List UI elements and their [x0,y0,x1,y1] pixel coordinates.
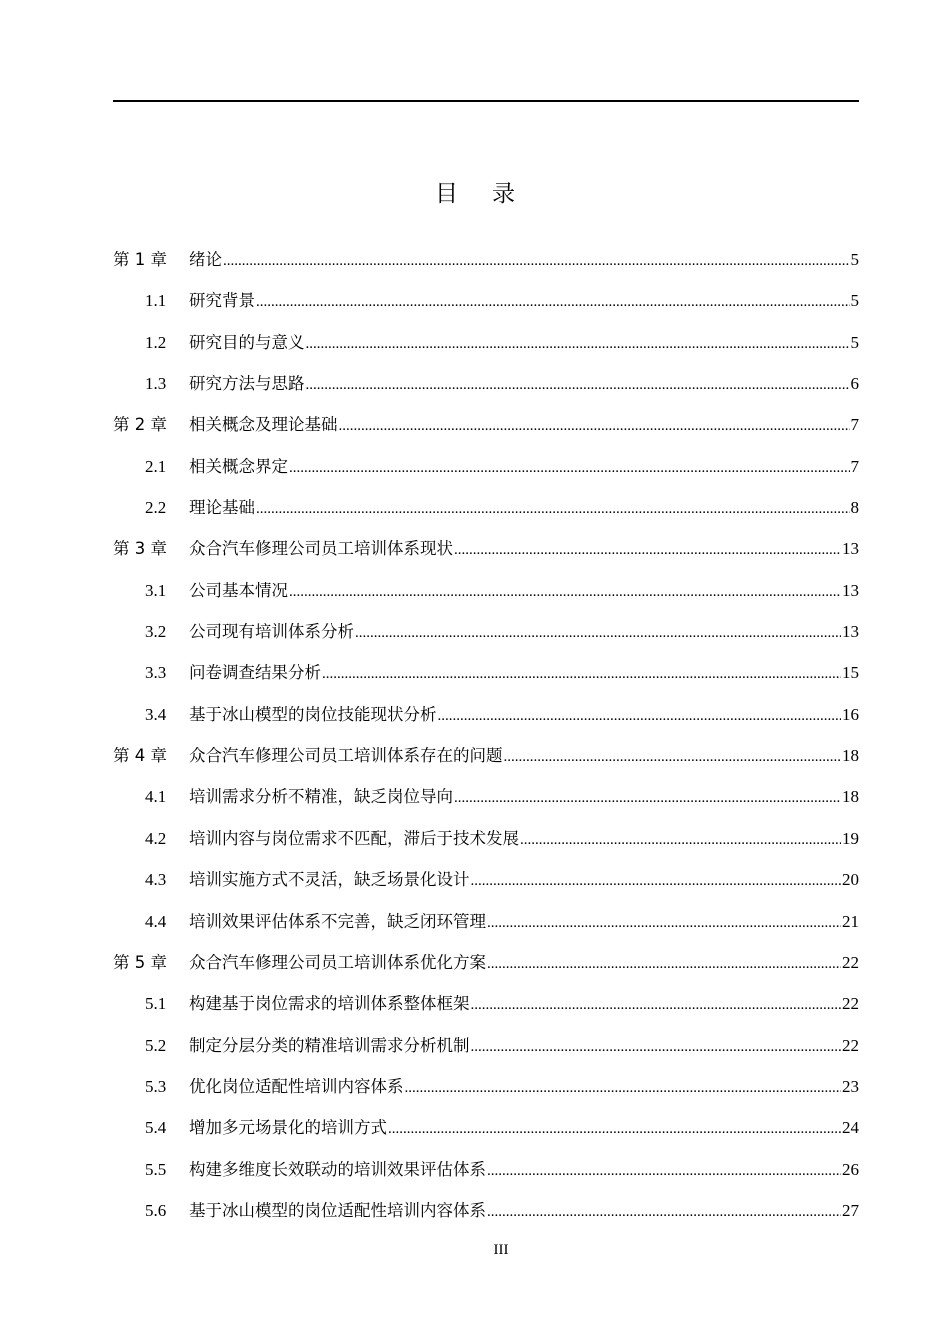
toc-entry-title: 理论基础 [189,498,255,518]
toc-entry-number: 5.5 [145,1159,167,1179]
toc-entry-page: 19 [842,828,859,848]
toc-dot-leader [306,327,850,361]
toc-entry-number: 5.4 [145,1118,167,1138]
toc-entry-page: 13 [842,622,859,642]
toc-dot-leader [256,492,850,526]
toc-dot-leader [504,740,842,774]
toc-chapter-entry[interactable] [113,739,859,780]
toc-dot-leader [322,657,841,691]
toc-entry-page: 16 [842,704,859,724]
toc-entry-page: 20 [842,870,859,890]
toc-entry-page: 22 [842,952,859,972]
toc-entry-page: 22 [842,1035,859,1055]
toc-entry-page: 6 [850,374,859,394]
toc-dot-leader [339,409,850,443]
toc-section-entry[interactable] [113,1070,859,1111]
toc-entry-title: 问卷调查结果分析 [189,663,321,683]
toc-entry-page: 24 [842,1118,859,1138]
toc-dot-leader [405,1071,842,1105]
toc-entry-page: 5 [850,291,859,311]
toc-dot-leader [355,616,841,650]
toc-dot-leader [520,823,841,857]
toc-entry-page: 7 [850,415,859,435]
toc-entry-title: 众合汽车修理公司员工培训体系优化方案 [189,952,486,972]
toc-dot-leader [438,699,842,733]
toc-entry-page: 27 [842,1200,859,1220]
toc-entry-title: 基于冰山模型的岗位适配性培训内容体系 [189,1200,486,1220]
toc-entry-number: 1.3 [145,374,167,394]
toc-entry-page: 23 [842,1076,859,1096]
toc-entry-number: 2.1 [145,456,167,476]
toc-dot-leader [487,1154,841,1188]
toc-entry-number: 2.2 [145,498,167,518]
toc-entry-number: 4.3 [145,870,167,890]
toc-dot-leader [487,947,841,981]
toc-entry-title: 构建多维度长效联动的培训效果评估体系 [189,1159,486,1179]
toc-chapter-entry[interactable] [113,243,859,284]
toc-entry-title: 公司基本情况 [189,580,288,600]
toc-entry-title: 公司现有培训体系分析 [189,622,354,642]
toc-entry-page: 5 [850,332,859,352]
toc-dot-leader [223,244,850,278]
toc-entry-title: 基于冰山模型的岗位技能现状分析 [189,704,437,724]
toc-section-entry[interactable] [113,987,859,1028]
toc-entry-number: 1.2 [145,332,167,352]
toc-entry-title: 研究目的与意义 [189,332,305,352]
toc-entry-number: 5.3 [145,1076,167,1096]
toc-entry-number: 5.2 [145,1035,167,1055]
toc-dot-leader [289,451,850,485]
toc-chapter-entry[interactable] [113,408,859,449]
toc-entry-number: 1.1 [145,291,167,311]
toc-entry-number: 5.1 [145,994,167,1014]
toc-entry-page: 26 [842,1159,859,1179]
toc-dot-leader [471,1030,842,1064]
toc-entry-page: 5 [850,250,859,269]
toc-chapter-entry[interactable] [113,946,859,987]
toc-dot-leader [388,1112,841,1146]
toc-section-entry[interactable] [113,780,859,821]
toc-entry-number: 4.2 [145,828,167,848]
toc-entry-title: 培训效果评估体系不完善，缺乏闭环管理 [189,911,486,931]
toc-dot-leader [454,533,841,567]
toc-entry-number: 第 2 章 [113,415,167,435]
toc-section-entry[interactable] [113,491,859,532]
toc-section-entry[interactable] [113,698,859,739]
toc-entry-page: 13 [842,539,859,559]
toc-section-entry[interactable] [113,326,859,367]
toc-entry-number: 3.4 [145,704,167,724]
toc-entry-number: 第 4 章 [113,746,167,766]
toc-entry-title: 研究方法与思路 [189,374,305,394]
toc-entry-page: 13 [842,580,859,600]
toc-section-entry[interactable] [113,905,859,946]
toc-dot-leader [289,575,841,609]
toc-entry-page: 18 [842,787,859,807]
toc-section-entry[interactable] [113,822,859,863]
toc-entry-title: 绪论 [189,250,222,269]
page-number: III [493,1242,509,1258]
toc-entry-page: 8 [850,498,859,518]
toc-section-entry[interactable] [113,1029,859,1070]
header-rule [113,100,859,102]
toc-section-entry[interactable] [113,1111,859,1152]
toc-entry-title: 相关概念界定 [189,456,288,476]
toc-section-entry[interactable] [113,574,859,615]
toc-chapter-entry[interactable] [113,532,859,573]
toc-entry-number: 5.6 [145,1200,167,1220]
toc-entry-page: 15 [842,663,859,683]
toc-entry-title: 众合汽车修理公司员工培训体系现状 [189,539,453,559]
toc-dot-leader [487,1195,841,1229]
toc-entry-number: 4.1 [145,787,167,807]
toc-section-entry[interactable] [113,450,859,491]
toc-entry-title: 培训需求分析不精准，缺乏岗位导向 [189,787,453,807]
toc-dot-leader [306,368,850,402]
toc-entry-page: 18 [842,746,859,766]
toc-entry-number: 3.2 [145,622,167,642]
toc-dot-leader [471,864,842,898]
toc-entry-title: 优化岗位适配性培训内容体系 [189,1076,404,1096]
table-of-contents [113,243,859,1235]
toc-entry-title: 构建基于岗位需求的培训体系整体框架 [189,994,470,1014]
toc-dot-leader [454,781,841,815]
toc-entry-number: 4.4 [145,911,167,931]
toc-section-entry[interactable] [113,656,859,697]
toc-section-entry[interactable] [113,1153,859,1194]
toc-entry-title: 培训内容与岗位需求不匹配，滞后于技术发展 [189,828,519,848]
toc-entry-page: 21 [842,911,859,931]
toc-entry-page: 22 [842,994,859,1014]
toc-entry-number: 第 3 章 [113,539,167,559]
toc-entry-title: 研究背景 [189,291,255,311]
toc-entry-title: 相关概念及理论基础 [189,415,338,435]
toc-dot-leader [487,906,841,940]
toc-entry-number: 3.3 [145,663,167,683]
toc-entry-number: 第 5 章 [113,952,167,972]
toc-dot-leader [256,285,850,319]
toc-section-entry[interactable] [113,1194,859,1235]
toc-dot-leader [471,988,842,1022]
toc-entry-title: 培训实施方式不灵活，缺乏场景化设计 [189,870,470,890]
toc-entry-title: 增加多元场景化的培训方式 [189,1118,387,1138]
toc-entry-number: 3.1 [145,580,167,600]
toc-section-entry[interactable] [113,615,859,656]
toc-entry-page: 7 [850,456,859,476]
toc-entry-title: 众合汽车修理公司员工培训体系存在的问题 [189,746,503,766]
toc-entry-number: 第 1 章 [113,250,167,269]
toc-title: 目录 [435,181,549,207]
toc-section-entry[interactable] [113,367,859,408]
toc-section-entry[interactable] [113,284,859,325]
toc-section-entry[interactable] [113,863,859,904]
toc-entry-title: 制定分层分类的精准培训需求分析机制 [189,1035,470,1055]
